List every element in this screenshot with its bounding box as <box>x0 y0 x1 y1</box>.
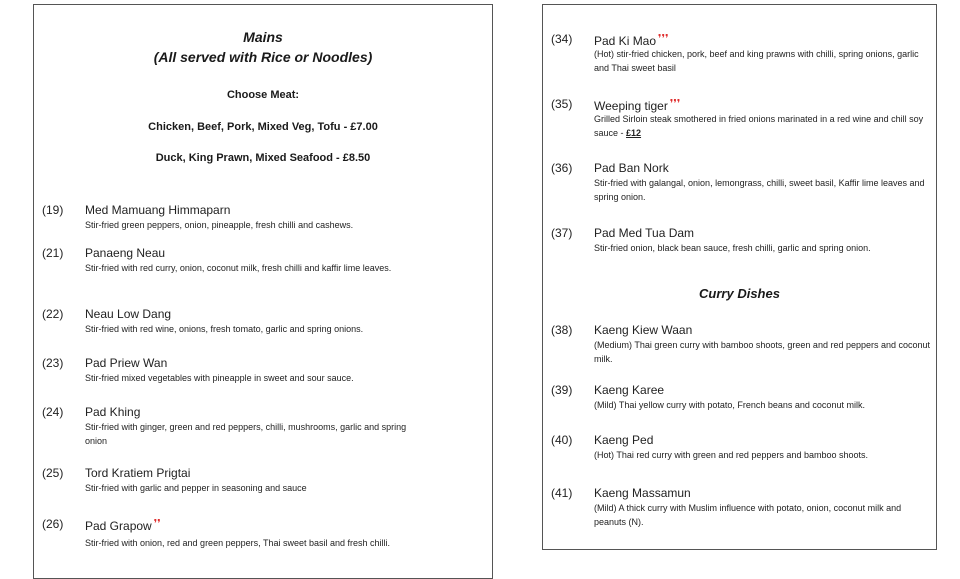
item-name: Kaeng Massamun <box>594 486 691 500</box>
item-name: Pad Khing <box>85 405 141 419</box>
item-description: (Mild) Thai yellow curry with potato, French beans and coconut milk. <box>594 400 865 410</box>
item-number: (37) <box>551 226 573 240</box>
chili-icon: ❜❜❜ <box>658 33 669 45</box>
item-name: Med Mamuang Himmaparn <box>85 203 231 217</box>
item-number: (36) <box>551 161 573 175</box>
item-description: (Medium) Thai green curry with bamboo shoots, green and red peppers and coconut milk. <box>594 340 931 364</box>
section-title-mains: Mains <box>243 29 283 45</box>
item-number: (40) <box>551 433 573 447</box>
price-line-1: Chicken, Beef, Pork, Mixed Veg, Tofu - £7.00 <box>148 121 378 133</box>
item-description: (Mild) A thick curry with Muslim influence with potato, onion, coconut milk and peanuts (N). <box>594 503 902 527</box>
item-name: Kaeng Karee <box>594 383 665 397</box>
item-description-text: Grilled Sirloin steak smothered in fried onions marinated in a red wine and chill soy sauce - <box>594 114 924 138</box>
item-number: (24) <box>42 405 64 419</box>
item-number: (23) <box>42 356 64 370</box>
item-description: Stir-fried with galangal, onion, lemongrass, chilli, sweet basil, Kaffir lime leaves and spring onion. <box>594 178 925 202</box>
item-name: Tord Kratiem Prigtai <box>85 466 191 480</box>
item-name: Pad Grapow <box>85 519 152 533</box>
item-name: Pad Priew Wan <box>85 356 168 370</box>
item-number: (38) <box>551 323 573 337</box>
item-description: (Hot) Thai red curry with green and red peppers and bamboo shoots. <box>594 450 868 460</box>
item-description: Stir-fried with red wine, onions, fresh tomato, garlic and spring onions. <box>85 324 364 334</box>
item-description: Stir-fried with onion, red and green peppers, Thai sweet basil and fresh chilli. <box>85 538 390 548</box>
chili-icon: ❜❜❜ <box>669 98 681 110</box>
menu-page-right <box>542 4 937 550</box>
item-number: (21) <box>42 246 64 260</box>
item-number: (34) <box>551 32 573 46</box>
item-number: (39) <box>551 383 573 397</box>
item-description: (Hot) stir-fried chicken, pork, beef and king prawns with chilli, spring onions, garlic and Thai sweet basil <box>594 49 919 73</box>
menu-page-left <box>33 4 493 579</box>
item-name: Panaeng Neau <box>85 246 166 260</box>
item-name: Kaeng Ped <box>594 433 654 447</box>
item-number: (41) <box>551 486 573 500</box>
item-description: Stir-fried with ginger, green and red peppers, chilli, mushrooms, garlic and spring onion <box>85 422 407 446</box>
price-line-2: Duck, King Prawn, Mixed Seafood - £8.50 <box>155 152 371 164</box>
item-name: Neau Low Dang <box>85 307 172 321</box>
item-description: Stir-fried with red curry, onion, coconut milk, fresh chilli and kaffir lime leaves. <box>85 263 392 273</box>
item-description: Stir-fried onion, black bean sauce, fresh chilli, garlic and spring onion. <box>594 243 871 253</box>
item-name: Weeping tiger <box>594 99 668 113</box>
section-title-curry: Curry Dishes <box>699 286 780 301</box>
item-name: Kaeng Kiew Waan <box>594 323 693 337</box>
item-description: Stir-fried with garlic and pepper in seasoning and sauce <box>85 483 307 493</box>
item-name: Pad Ban Nork <box>594 161 669 175</box>
item-number: (26) <box>42 517 64 531</box>
section-subtitle: (All served with Rice or Noodles) <box>153 49 373 65</box>
item-name: Pad Med Tua Dam <box>594 226 695 240</box>
item-description: Stir-fried mixed vegetables with pineapple in sweet and sour sauce. <box>85 373 354 383</box>
item-name: Pad Ki Mao <box>594 34 657 48</box>
item-number: (19) <box>42 203 64 217</box>
item-description <box>594 112 934 140</box>
item-price: £12 <box>626 128 642 138</box>
item-description: Stir-fried green peppers, onion, pineapple, fresh chilli and cashews. <box>85 220 354 230</box>
item-name-wrap <box>594 32 669 48</box>
chili-icon: ❜❜ <box>153 518 161 530</box>
item-number: (22) <box>42 307 64 321</box>
item-name-wrap <box>594 97 680 113</box>
choose-meat-label: Choose Meat: <box>226 89 300 101</box>
item-number: (25) <box>42 466 64 480</box>
item-name-wrap <box>85 517 161 533</box>
item-number: (35) <box>551 97 573 111</box>
